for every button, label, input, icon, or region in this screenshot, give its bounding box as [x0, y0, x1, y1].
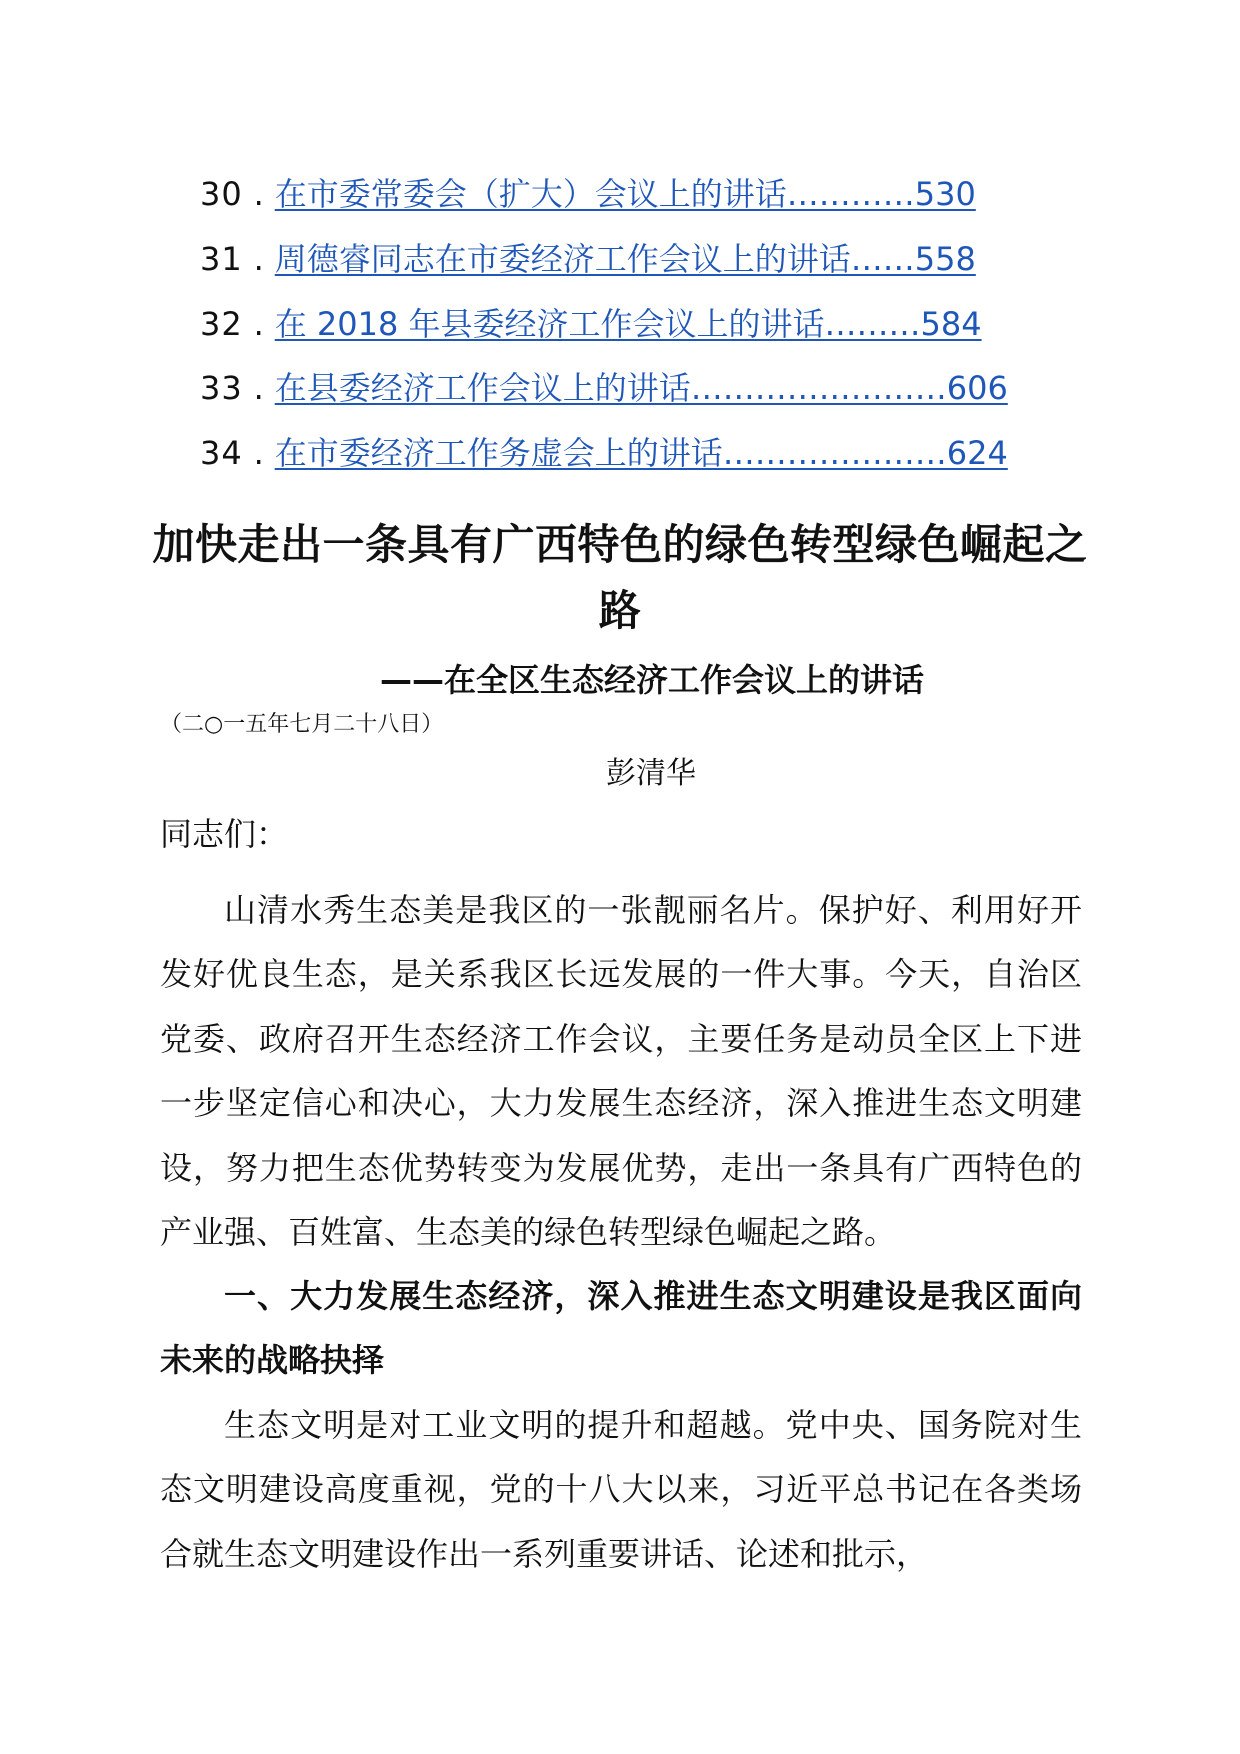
toc-item-separator: .: [253, 239, 264, 278]
toc-item-number: 33: [200, 369, 243, 408]
toc-item: [200, 237, 1040, 302]
article-date: （二○一五年七月二十八日）: [160, 712, 444, 737]
toc-item: [200, 172, 1040, 237]
body-paragraph: 生态文明是对工业文明的提升和超越。党中央、国务院对生态文明建设高度重视，党的十八大以来，习近平总书记在各类场合就生态文明建设作出一系列重要讲话、论述和批示，: [160, 1406, 1082, 1573]
article-author: 彭清华: [606, 756, 696, 791]
salutation: 同志们：: [160, 815, 289, 853]
toc-item-number: 32: [200, 304, 243, 343]
article-title: 加快走出一条具有广西特色的绿色转型绿色崛起之路: [152, 520, 1088, 635]
section-heading: 一、大力发展生态经济，深入推进生态文明建设是我区面向未来的战略抉择: [160, 1277, 1082, 1380]
toc-item-separator: .: [253, 369, 264, 408]
toc-item-link[interactable]: 周德睿同志在市委经济工作会议上的讲话……558: [274, 239, 976, 278]
article-subtitle: ——在全区生态经济工作会议上的讲话: [380, 661, 925, 699]
toc-item-link[interactable]: 在县委经济工作会议上的讲话……………………606: [274, 369, 1008, 408]
table-of-contents: [200, 172, 1040, 496]
body-paragraph: 山清水秀生态美是我区的一张靓丽名片。保护好、利用好开发好优良生态，是关系我区长远发展的一件大事。今天，自治区党委、政府召开生态经济工作会议，主要任务是动员全区上下进一步坚定信心和决心，大力发展生态经济，深入推进生态文明建设，努力把生态优势转变为发展优势，走出一条具有广西特色的产业强、百姓富、生态美的绿色转型绿色崛起之路。: [160, 891, 1082, 1252]
toc-item-number: 30: [200, 175, 243, 213]
toc-item-separator: .: [253, 434, 264, 473]
toc-item-link[interactable]: 在 2018 年县委经济工作会议上的讲话………584: [274, 304, 982, 343]
toc-item-link[interactable]: 在市委经济工作务虚会上的讲话…………………624: [274, 434, 1008, 473]
toc-item: [200, 366, 1040, 431]
toc-item-separator: .: [253, 304, 264, 343]
toc-item-separator: .: [253, 175, 264, 213]
toc-item-number: 34: [200, 434, 243, 473]
toc-item-number: 31: [200, 239, 243, 278]
toc-item: [200, 431, 1040, 496]
toc-item: [200, 302, 1040, 367]
toc-item-link[interactable]: 在市委常委会（扩大）会议上的讲话…………530: [274, 175, 976, 213]
